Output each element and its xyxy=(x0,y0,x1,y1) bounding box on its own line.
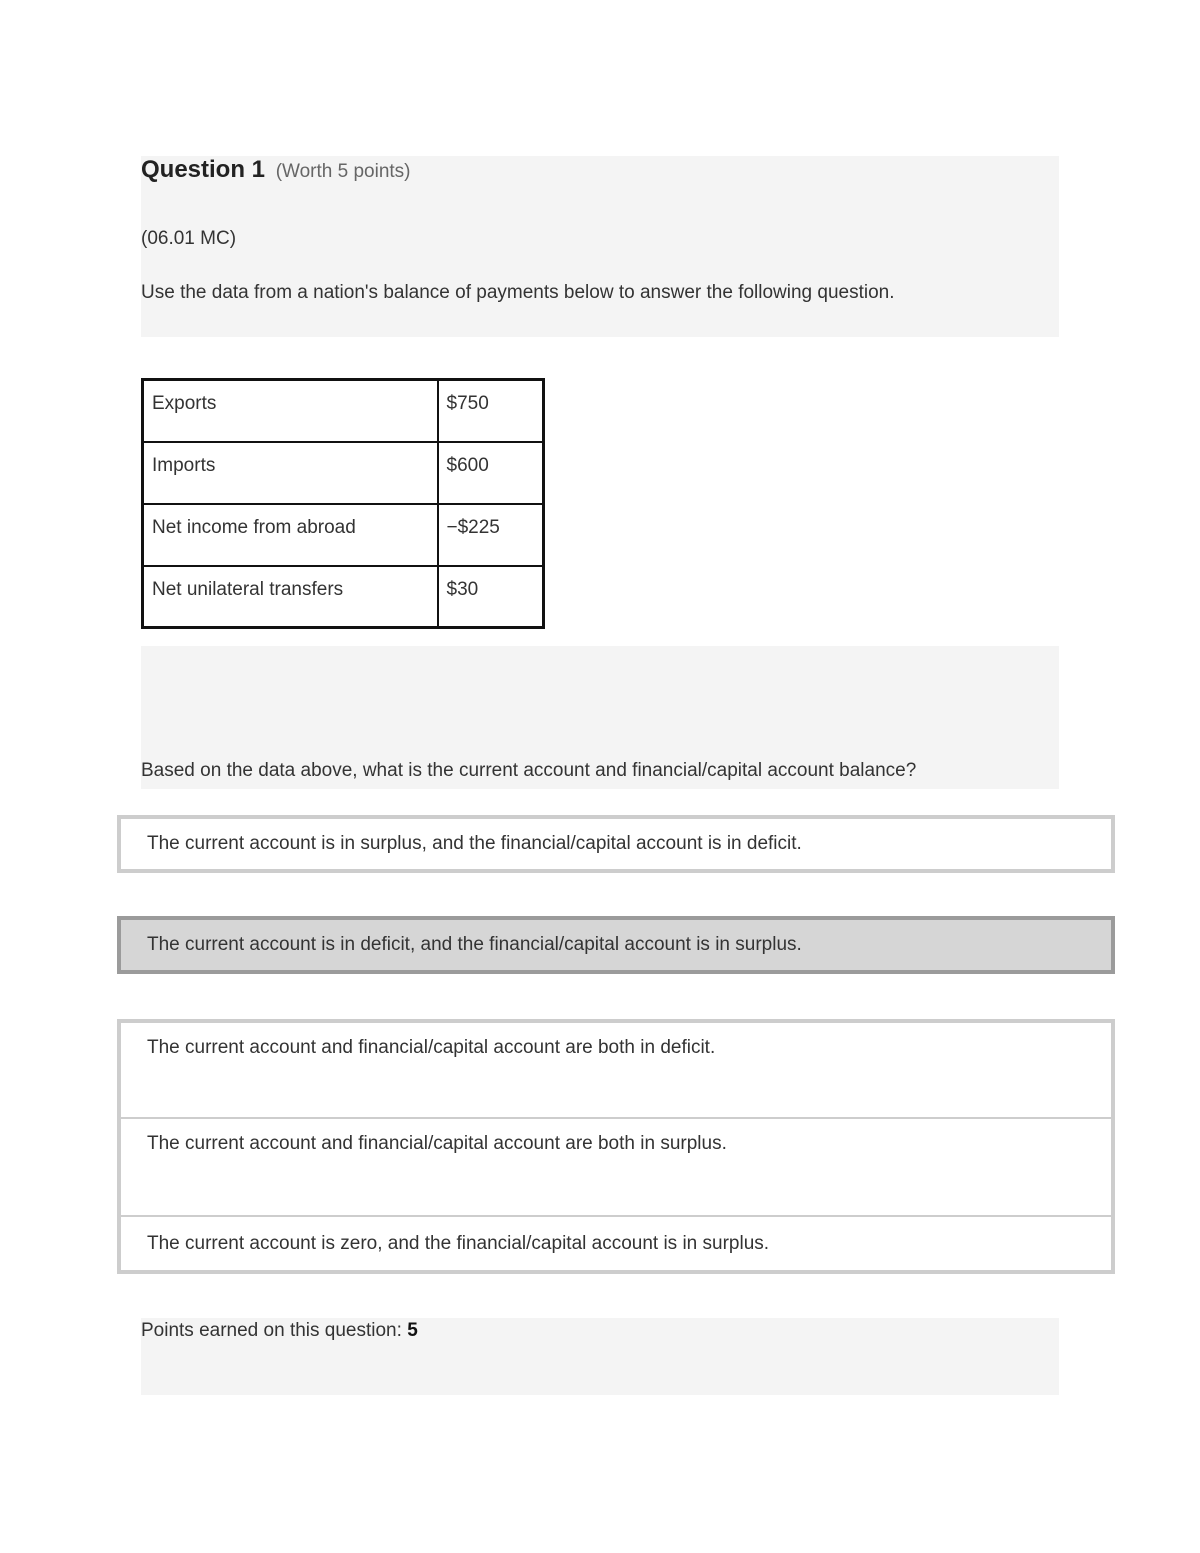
answer-choice-text: The current account is in surplus, and the financial/capital account is in deficit. xyxy=(147,833,802,854)
points-earned xyxy=(141,1320,418,1342)
points-block xyxy=(141,1318,1059,1395)
table-cell-value: $600 xyxy=(438,442,544,504)
points-label: Points earned on this question: xyxy=(141,1320,408,1341)
answer-choice-text: The current account and financial/capital account are both in surplus. xyxy=(147,1133,727,1154)
table-cell-value: $750 xyxy=(438,380,544,442)
question-prompt: Based on the data above, what is the current account and financial/capital account balance? xyxy=(141,760,917,781)
answer-choice-text: The current account is zero, and the financial/capital account is in surplus. xyxy=(147,1233,770,1254)
table-cell-value: −$225 xyxy=(438,504,544,566)
table-row xyxy=(143,504,544,566)
question-intro: Use the data from a nation's balance of payments below to answer the following question. xyxy=(141,282,895,303)
answer-choice-text: The current account is in deficit, and the financial/capital account is in surplus. xyxy=(147,934,802,955)
table-cell-label: Imports xyxy=(143,442,438,504)
balance-of-payments-table xyxy=(141,378,545,629)
answer-choice-e[interactable] xyxy=(117,1215,1115,1274)
answer-choice-c[interactable] xyxy=(117,1019,1115,1119)
question-worth: (Worth 5 points) xyxy=(275,161,411,182)
answer-choice-b-selected[interactable] xyxy=(117,916,1115,974)
question-prompt-block xyxy=(141,646,1059,789)
points-value: 5 xyxy=(407,1320,418,1341)
answer-choice-a[interactable] xyxy=(117,815,1115,873)
answer-choice-text: The current account and financial/capital account are both in deficit. xyxy=(147,1037,716,1058)
question-number: Question 1 xyxy=(141,156,266,183)
question-code: (06.01 MC) xyxy=(141,228,237,249)
table-row xyxy=(143,566,544,628)
table-cell-value: $30 xyxy=(438,566,544,628)
answer-choice-d[interactable] xyxy=(117,1117,1115,1217)
table-row xyxy=(143,380,544,442)
table-cell-label: Exports xyxy=(143,380,438,442)
table-cell-label: Net income from abroad xyxy=(143,504,438,566)
table-row xyxy=(143,442,544,504)
table-cell-label: Net unilateral transfers xyxy=(143,566,438,628)
question-header xyxy=(141,156,1059,337)
question-title xyxy=(141,156,411,184)
